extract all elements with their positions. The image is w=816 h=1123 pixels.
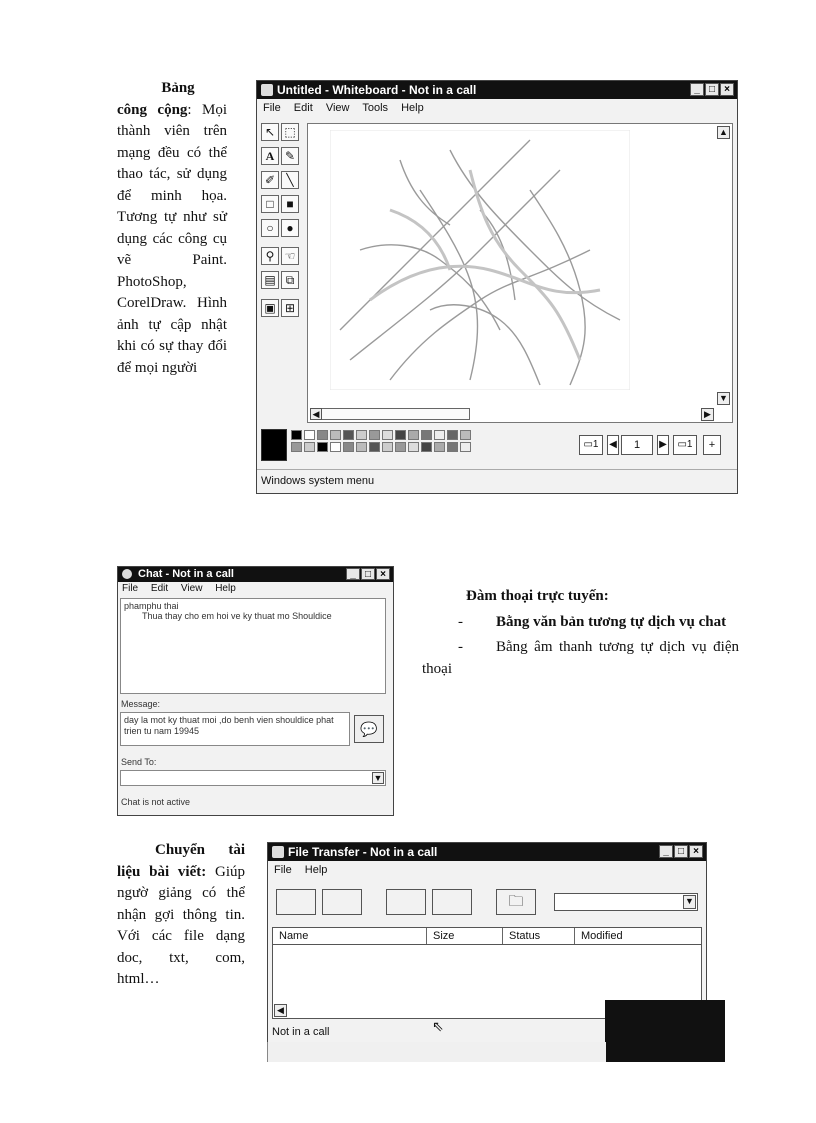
- whiteboard-title: Untitled - Whiteboard - Not in a call: [277, 83, 477, 97]
- send-file-button[interactable]: [276, 889, 316, 915]
- chat-log-user: phamphu thai: [124, 601, 179, 611]
- palette-color-swatch[interactable]: [356, 430, 367, 440]
- dropdown-arrow-icon[interactable]: ▼: [373, 773, 383, 783]
- whiteboard-titlebar[interactable]: [257, 81, 737, 99]
- chat-menu-view[interactable]: View: [180, 583, 203, 594]
- palette-color-swatch[interactable]: [395, 442, 406, 452]
- remove-file-button[interactable]: [432, 889, 472, 915]
- text-tool-icon[interactable]: A: [261, 147, 279, 165]
- color-palette: [261, 429, 491, 463]
- chat-menu-help[interactable]: Help: [215, 583, 236, 594]
- palette-color-swatch[interactable]: [317, 430, 328, 440]
- item-2-text: Bằng âm thanh tương tự dịch vụ điện thoại: [422, 639, 739, 677]
- file-transfer-titlebar[interactable]: [268, 843, 706, 861]
- filled-ellipse-icon[interactable]: ●: [281, 219, 299, 237]
- horizontal-scrollbar[interactable]: [310, 408, 470, 420]
- ft-status-text: Not in a call: [272, 1026, 330, 1038]
- chat-app-icon: [122, 569, 132, 579]
- ft-scroll-left-arrow[interactable]: ◀: [274, 1004, 287, 1017]
- forward-arrow-button[interactable]: ▶: [657, 435, 669, 455]
- scroll-up-arrow[interactable]: ▲: [717, 126, 730, 139]
- recipient-dropdown[interactable]: [554, 893, 698, 911]
- chat-menubar: [118, 582, 393, 596]
- ft-maximize-button[interactable]: □: [674, 845, 688, 858]
- select-area-capture-icon[interactable]: ⊞: [281, 299, 299, 317]
- palette-color-swatch[interactable]: [447, 442, 458, 452]
- palette-color-swatch[interactable]: [408, 430, 419, 440]
- column-status[interactable]: Status: [503, 928, 575, 944]
- column-modified[interactable]: Modified: [581, 930, 623, 942]
- palette-color-swatch[interactable]: [291, 442, 302, 452]
- palette-color-swatch[interactable]: [330, 442, 341, 452]
- palette-color-swatch[interactable]: [382, 430, 393, 440]
- chat-menu-file[interactable]: File: [122, 583, 139, 594]
- file-transfer-heading: Chuyển tài liệu bài viết:: [117, 842, 245, 880]
- whiteboard-heading-line1: Bảng: [161, 80, 195, 96]
- online-talk-item-1: [422, 612, 739, 634]
- file-transfer-menubar: [268, 862, 706, 879]
- chat-log-message: Thua thay cho em hoi ve ky thuat mo Shouldice: [142, 611, 332, 621]
- chat-window: [117, 566, 394, 816]
- zoom-icon[interactable]: ⚲: [261, 247, 279, 265]
- menu-tools[interactable]: Tools: [362, 102, 389, 114]
- filled-rectangle-icon[interactable]: ■: [281, 195, 299, 213]
- palette-color-swatch[interactable]: [447, 430, 458, 440]
- palette-color-swatch[interactable]: [460, 430, 471, 440]
- whiteboard-toolbox: [261, 123, 303, 319]
- ft-close-button[interactable]: ×: [689, 845, 703, 858]
- select-area-icon[interactable]: ⬚: [281, 123, 299, 141]
- send-to-dropdown[interactable]: [120, 770, 386, 786]
- pen-tool-icon[interactable]: ✎: [281, 147, 299, 165]
- menu-view[interactable]: View: [325, 102, 350, 114]
- whiteboard-canvas[interactable]: [307, 123, 733, 423]
- palette-color-swatch[interactable]: [434, 442, 445, 452]
- close-button[interactable]: ×: [720, 83, 734, 96]
- palette-color-swatch[interactable]: [317, 442, 328, 452]
- select-arrow-icon[interactable]: ↖: [261, 123, 279, 141]
- ft-minimize-button[interactable]: _: [659, 845, 673, 858]
- palette-color-swatch[interactable]: [330, 430, 341, 440]
- palette-color-swatch[interactable]: [382, 442, 393, 452]
- send-message-button[interactable]: [354, 715, 384, 743]
- palette-color-swatch[interactable]: [395, 430, 406, 440]
- current-color-swatch[interactable]: [261, 429, 287, 461]
- sketch-drawing: [330, 130, 630, 390]
- item-2-dash: -: [458, 639, 463, 655]
- folder-icon: 🗀: [508, 893, 524, 910]
- chat-close-button[interactable]: ×: [376, 568, 390, 580]
- page-controls: [579, 435, 734, 457]
- file-transfer-app-icon: [272, 846, 284, 858]
- background-fragment-light: [267, 1042, 606, 1062]
- insert-page-icon[interactable]: +: [703, 435, 721, 455]
- column-size[interactable]: Size: [427, 928, 503, 944]
- back-arrow-button[interactable]: ◀: [607, 435, 619, 455]
- lock-contents-icon[interactable]: ▤: [261, 271, 279, 289]
- send-all-button[interactable]: [386, 889, 426, 915]
- palette-color-swatch[interactable]: [291, 430, 302, 440]
- online-talk-section: [422, 586, 739, 680]
- ft-menu-help[interactable]: Help: [304, 864, 328, 876]
- chat-log[interactable]: [120, 598, 386, 694]
- whiteboard-heading-line2: công cộng: [117, 101, 188, 118]
- scroll-right-arrow[interactable]: ▶: [701, 408, 714, 421]
- mouse-cursor-icon: ⇖: [432, 1018, 444, 1034]
- whiteboard-description-text: : Mọi thành viên trên mạng đều có thể thao tác, sử dụng để minh họa. Tương tự như sử dụng các công cụ vẽ Paint. PhotoShop, CorelDraw. Hình ảnh tự cập nhật khi có sự thay đổi để mọi người: [117, 101, 227, 376]
- palette-color-swatch[interactable]: [304, 430, 315, 440]
- palette-color-swatch[interactable]: [421, 430, 432, 440]
- whiteboard-app-icon: [261, 84, 273, 96]
- whiteboard-description: [117, 78, 227, 379]
- palette-color-swatch[interactable]: [369, 442, 380, 452]
- highlighter-icon[interactable]: ✐: [261, 171, 279, 189]
- chat-menu-edit[interactable]: Edit: [150, 583, 169, 594]
- ellipse-icon[interactable]: ○: [261, 219, 279, 237]
- palette-color-swatch[interactable]: [434, 430, 445, 440]
- page-number-field[interactable]: 1: [621, 435, 653, 455]
- chat-minimize-button[interactable]: _: [346, 568, 360, 580]
- stop-sending-button[interactable]: [322, 889, 362, 915]
- remote-pointer-icon[interactable]: ☜: [281, 247, 299, 265]
- file-transfer-description: [117, 840, 245, 991]
- message-input[interactable]: [120, 712, 350, 746]
- next-page-button[interactable]: ▭1: [673, 435, 697, 455]
- line-tool-icon[interactable]: ╲: [281, 171, 299, 189]
- select-window-icon[interactable]: ▣: [261, 299, 279, 317]
- minimize-button[interactable]: _: [690, 83, 704, 96]
- background-fragment: [605, 1000, 725, 1062]
- palette-color-swatch[interactable]: [343, 442, 354, 452]
- whiteboard-statusbar: Windows system menu: [257, 469, 737, 492]
- chat-title: Chat - Not in a call: [138, 568, 234, 580]
- scroll-left-arrow[interactable]: ◀: [310, 408, 322, 420]
- ft-menu-file[interactable]: File: [274, 864, 292, 876]
- previous-page-button[interactable]: ▭1: [579, 435, 603, 455]
- palette-color-swatch[interactable]: [304, 442, 315, 452]
- palette-color-swatch[interactable]: [460, 442, 471, 452]
- palette-color-swatch[interactable]: [421, 442, 432, 452]
- whiteboard-window: [256, 80, 738, 494]
- send-to-label: Send To:: [121, 757, 157, 767]
- file-transfer-text: Giúp ngườ giảng có thể nhận gợi thông tin. Với các file dạng doc, txt, com, html…: [117, 863, 245, 987]
- menu-help[interactable]: Help: [401, 102, 424, 114]
- palette-color-swatch[interactable]: [408, 442, 419, 452]
- item-1-dash: -: [458, 613, 463, 630]
- chat-maximize-button[interactable]: □: [361, 568, 375, 580]
- chat-status: Chat is not active: [121, 797, 191, 807]
- whiteboard-menubar: [257, 100, 737, 117]
- column-name[interactable]: Name: [273, 928, 427, 944]
- item-1-text: Bằng văn bản tương tự dịch vụ chat: [496, 613, 727, 630]
- file-transfer-toolbar: [276, 889, 700, 917]
- online-talk-item-2: [422, 637, 739, 680]
- message-input-text: day la mot ky thuat moi ,do benh vien shouldice phat trien tu nam 19945: [124, 715, 334, 736]
- sync-icon[interactable]: ⧉: [281, 271, 299, 289]
- file-transfer-title: File Transfer - Not in a call: [288, 845, 438, 859]
- speech-bubble-icon: 💬: [360, 721, 378, 737]
- palette-color-swatch[interactable]: [343, 430, 354, 440]
- scroll-down-arrow[interactable]: ▼: [717, 392, 730, 405]
- chat-titlebar[interactable]: [118, 567, 393, 582]
- palette-color-swatch[interactable]: [369, 430, 380, 440]
- ft-dropdown-arrow-icon[interactable]: ▼: [683, 895, 696, 909]
- menu-edit[interactable]: Edit: [293, 102, 313, 114]
- rectangle-icon[interactable]: □: [261, 195, 279, 213]
- menu-file[interactable]: File: [263, 102, 281, 114]
- message-label: Message:: [121, 699, 161, 709]
- maximize-button[interactable]: □: [705, 83, 719, 96]
- palette-color-swatch[interactable]: [356, 442, 367, 452]
- file-list-header: [273, 928, 701, 945]
- online-talk-heading: Đàm thoại trực tuyến:: [466, 588, 609, 604]
- open-folder-button[interactable]: [496, 889, 536, 915]
